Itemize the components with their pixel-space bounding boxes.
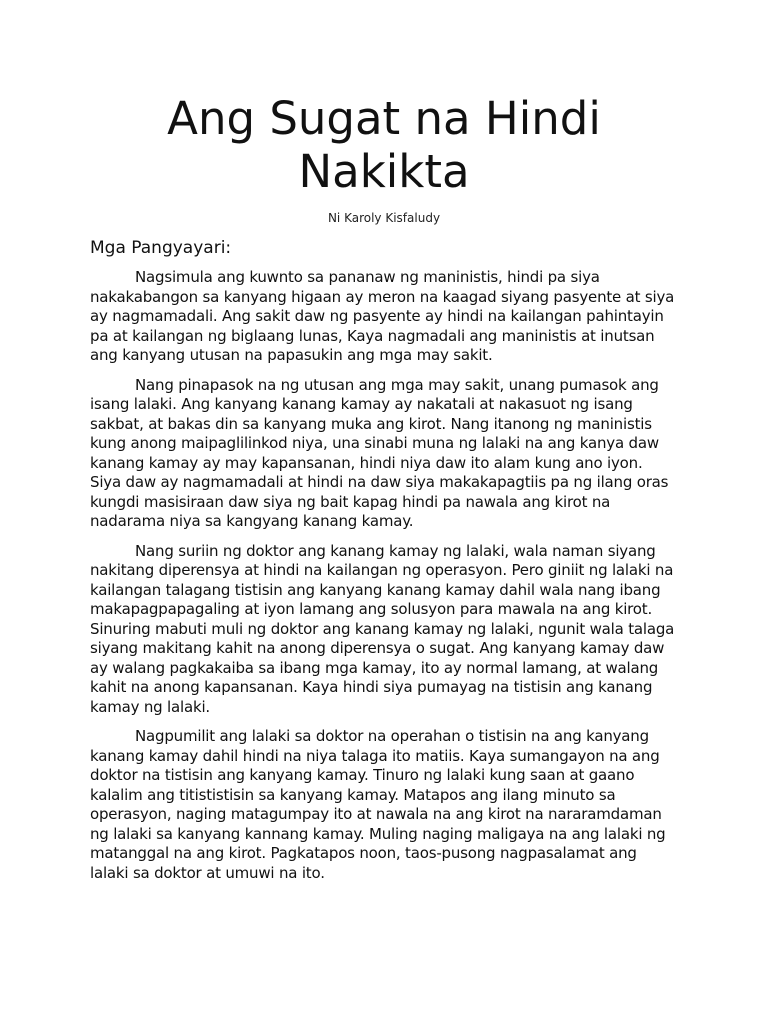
paragraph: Nagpumilit ang lalaki sa doktor na operahan o tistisin na ang kanyang kanang kamay dahil hindi na niya talaga ito matiis. Kaya sumangayon na ang doktor na tistisin ang kanyang kamay. Tinuro ng lalaki kung saan at gaano kalalim ang titististisin sa kanyang kamay. Matapos ang ilang minuto sa operasyon, naging matagumpay ito at nawala na ang kirot na nararamdaman ng lalaki sa kanyang kannang kamay. Muling naging maligaya na ang lalaki ng matanggal na ang kirot. Pagkatapos noon, taos-pusong nagpasalamat ang lalaki sa doktor at umuwi na ito. bbox=[90, 727, 666, 882]
paragraph: Nagsimula ang kuwnto sa pananaw ng maninistis, hindi pa siya nakakabangon sa kanyang higaan ay meron na kaagad siyang pasyente at siya ay nagmamadali. Ang sakit daw ng pasyente ay hindi na kailangan pahintayin pa at kailangan ng biglaang lunas, Kaya nagmadali ang maninistis at inutsan ang kanyang utusan na papasukin ang mga may sakit. bbox=[90, 268, 675, 364]
body-text bbox=[90, 268, 678, 893]
author-byline: Ni Karoly Kisfaludy bbox=[327, 211, 441, 225]
paragraph: Nang suriin ng doktor ang kanang kamay ng lalaki, wala naman siyang nakitang diperensya at hindi na kailangan ng operasyon. Pero giniit ng lalaki na kailangan talagang tistisin ang kanyang kanang kamay dahil wala nang ibang makapagpapagaling at iyon lamang ang solusyon para mawala na ang kirot. Sinuring mabuti muli ng doktor ang kanang kamay ng lalaki, ngunit wala talaga siyang makitang kahit na anong diperensya o sugat. Ang kanyang kamay daw ay walang pagkakaiba sa ibang mga kamay, ito ay normal lamang, at walang kahit na anong kapansanan. Kaya hindi siya pumayag na tistisin ang kanang kamay ng lalaki. bbox=[90, 541, 675, 716]
section-heading: Mga Pangyayari: bbox=[90, 238, 232, 258]
paragraph: Nang pinapasok na ng utusan ang mga may sakit, unang pumasok ang isang lalaki. Ang kanyang kanang kamay ay nakatali at nakasuot ng isang sakbat, at bakas din sa kanyang muka ang kirot. Nang itanong ng maninistis kung anong maipaglilinkod niya, una sinabi muna ng lalaki na ang kanya daw kanang kamay ay may kapansanan, hindi niya daw ito alam kung ano iyon. Siya daw ay nagmamadali at hindi na daw siya makakapagtiis pa ng ilang oras kungdi masisiraan daw siya ng bait kapag hindi pa nawala ang kirot na nadarama niya sa kangyang kanang kamay. bbox=[90, 375, 669, 530]
document-title: Ang Sugat na Hindi Nakikta bbox=[167, 92, 601, 198]
